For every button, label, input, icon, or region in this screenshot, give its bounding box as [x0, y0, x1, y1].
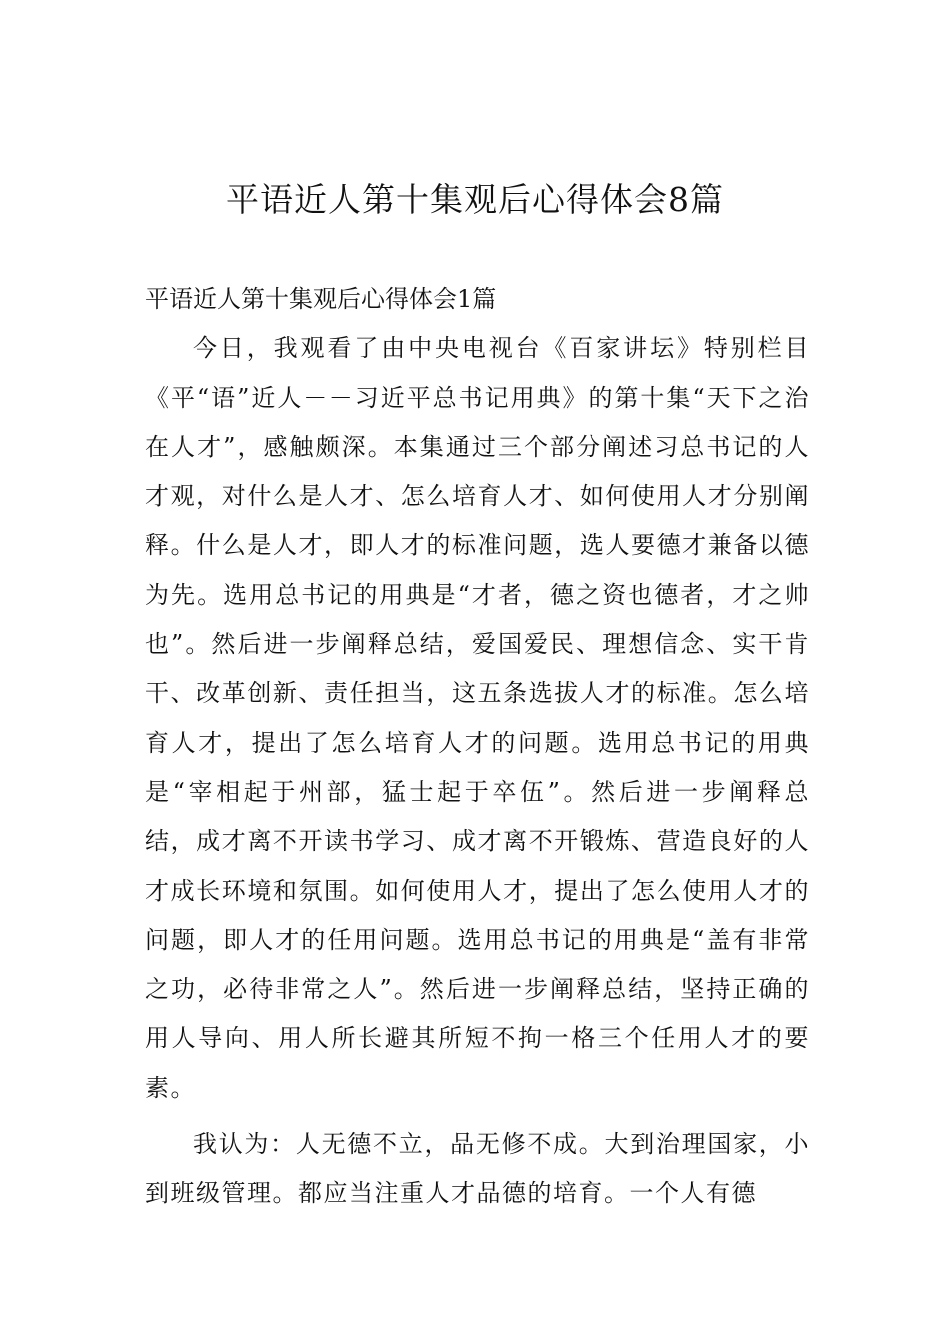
- document-body: [145, 275, 810, 1226]
- body-paragraph-2: 我认为：人无德不立，品无修不成。大到治理国家，小到班级管理。都应当注重人才品德的培育。一个人有德: [145, 1130, 810, 1208]
- body-paragraph-1: 今日，我观看了由中央电视台《百家讲坛》特别栏目《平“语”近人－－习近平总书记用典》的第十集“天下之治在人才”，感触颇深。本集通过三个部分阐述习总书记的人才观，对什么是人才、怎么培育人才、如何使用人才分别阐释。什么是人才，即人才的标准问题，选人要德才兼备以德为先。选用总书记的用典是“才者，德之资也德者，才之帅也”。然后进一步阐释总结，爱国爱民、理想信念、实干肯干、改革创新、责任担当，这五条选拔人才的标准。怎么培育人才，提出了怎么培育人才的问题。选用总书记的用典是“宰相起于州部，猛士起于卒伍”。然后进一步阐释总结，成才离不开读书学习、成才离不开锻炼、营造良好的人才成长环境和氛围。如何使用人才，提出了怎么使用人才的问题，即人才的任用问题。选用总书记的用典是“盖有非常之功，必待非常之人”。然后进一步阐释总结，坚持正确的用人导向、用人所长避其所短不拘一格三个任用人才的要素。: [145, 334, 810, 1102]
- document-title: 平语近人第十集观后心得体会8篇: [226, 180, 724, 219]
- section-heading: 平语近人第十集观后心得体会1篇: [145, 285, 497, 313]
